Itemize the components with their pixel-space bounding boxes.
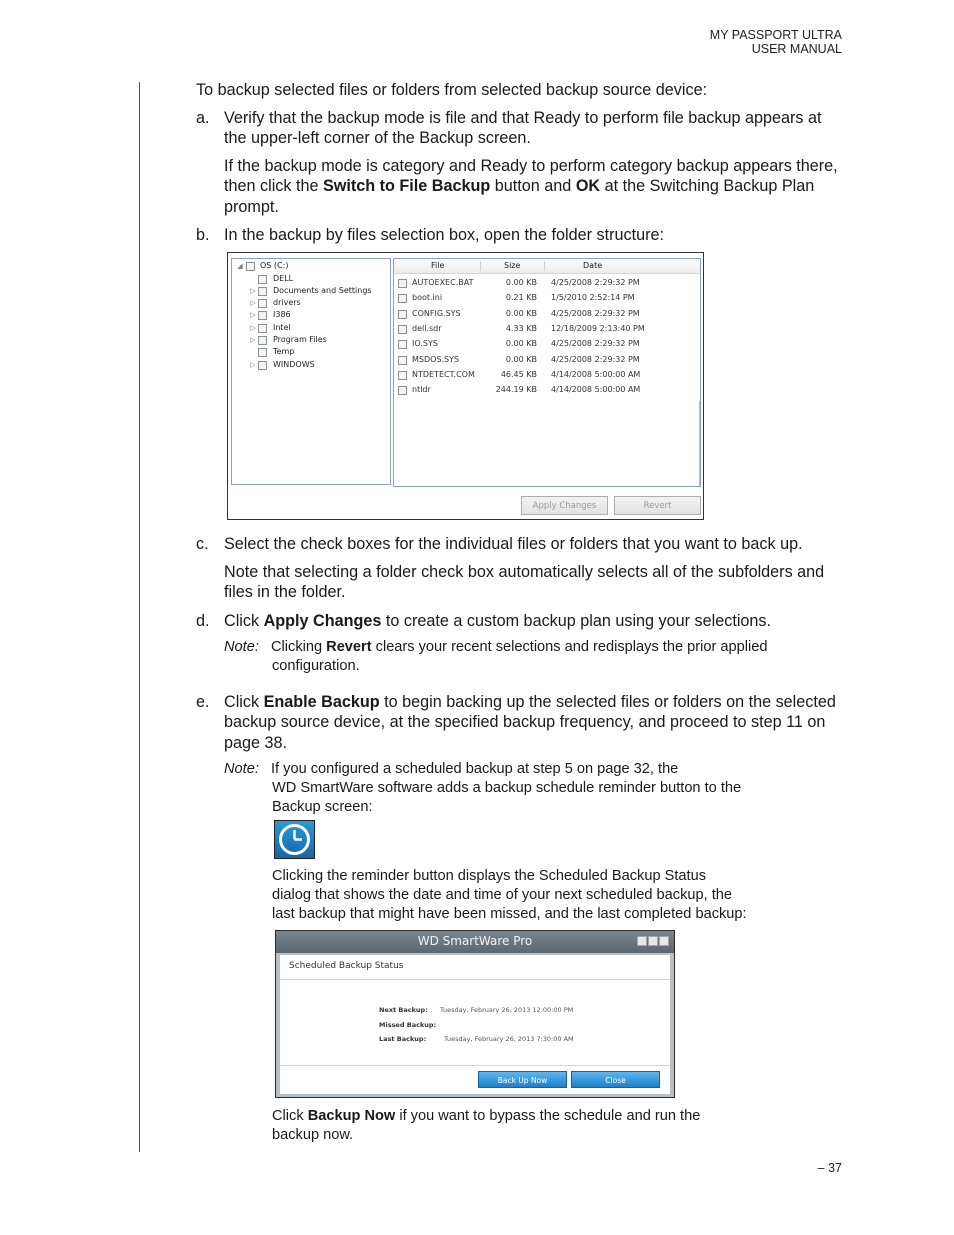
file-size: 0.00 KB: [505, 278, 537, 287]
file-name: dell.sdr: [412, 324, 442, 333]
backup-now-text: Click Backup Now if you want to bypass the schedule and run the: [272, 1108, 701, 1124]
divider: [280, 1065, 670, 1066]
scrollbar-edge[interactable]: [699, 401, 700, 486]
collapsed-arrow-icon[interactable]: ▷: [250, 324, 256, 332]
reminder-text-line3: last backup that might have been missed, and the last completed backup:: [272, 906, 747, 922]
file-row[interactable]: [394, 321, 700, 336]
note-schedule-line1: If you configured a scheduled backup at step 5 on page 32, the: [271, 761, 679, 777]
tree-label: Intel: [273, 323, 291, 332]
clock-icon: [275, 821, 314, 858]
file-row[interactable]: [394, 367, 700, 382]
tree-label: Temp: [273, 347, 295, 356]
page-number: – 37: [817, 1161, 842, 1175]
step-c-text: Select the check boxes for the individual files or folders that you want to back up.: [224, 535, 803, 553]
file-selection-screenshot: [227, 252, 704, 520]
tree-label: Program Files: [273, 335, 327, 344]
close-button[interactable]: Close: [571, 1071, 660, 1088]
tree-checkbox[interactable]: [258, 348, 267, 357]
file-checkbox[interactable]: [398, 279, 407, 288]
running-header: [710, 28, 842, 56]
file-size: 244.19 KB: [495, 385, 537, 394]
file-size: 46.45 KB: [500, 370, 537, 379]
note-schedule-line2: WD SmartWare software adds a backup schedule reminder button to the: [272, 780, 742, 796]
file-date: 4/25/2008 2:29:32 PM: [551, 278, 640, 287]
column-file[interactable]: File: [431, 261, 445, 270]
tree-checkbox[interactable]: [258, 299, 267, 308]
step-a-followup: If the backup mode is category and Ready to perform category backup appears there, then click the Switch to File Backup button and OK at the Switching Backup Plan prompt.: [224, 157, 838, 216]
back-up-now-button[interactable]: Back Up Now: [478, 1071, 567, 1088]
tree-label: WINDOWS: [273, 360, 315, 369]
file-size: 4.33 KB: [505, 324, 537, 333]
tree-label: I386: [273, 310, 291, 319]
step-e-text: Click Enable Backup to begin backing up the selected files or folders on the selected backup source device, at the specified backup frequency, and proceed to step 11 on page 38.: [224, 693, 836, 752]
file-date: 4/25/2008 2:29:32 PM: [551, 309, 640, 318]
header-doc: USER MANUAL: [751, 42, 842, 56]
folder-tree: [231, 258, 391, 485]
file-name: CONFIG.SYS: [412, 309, 461, 318]
dialog-titlebar: [276, 931, 674, 953]
divider: [280, 979, 670, 980]
file-size: 0.00 KB: [505, 339, 537, 348]
file-size: 0.21 KB: [505, 293, 537, 302]
step-e-label: e.: [196, 693, 210, 711]
file-name: boot.ini: [412, 293, 443, 302]
tree-label: drivers: [273, 298, 301, 307]
file-name: NTDETECT.COM: [412, 370, 475, 379]
backup-now-text-cont: backup now.: [272, 1127, 354, 1143]
tree-checkbox[interactable]: [258, 336, 267, 345]
file-size: 0.00 KB: [505, 355, 537, 364]
file-checkbox[interactable]: [398, 386, 407, 395]
file-size: 0.00 KB: [505, 309, 537, 318]
tree-checkbox[interactable]: [258, 275, 267, 284]
file-row[interactable]: [394, 275, 700, 290]
file-checkbox[interactable]: [398, 294, 407, 303]
tree-label: Documents and Settings: [273, 286, 372, 295]
file-row[interactable]: [394, 382, 700, 397]
file-row[interactable]: [394, 352, 700, 367]
file-checkbox[interactable]: [398, 340, 407, 349]
file-row[interactable]: [394, 336, 700, 351]
note-revert-cont: configuration.: [272, 658, 360, 674]
tree-checkbox[interactable]: [258, 324, 267, 333]
maximize-icon[interactable]: [648, 936, 658, 946]
apply-changes-button[interactable]: Apply Changes: [521, 496, 608, 515]
file-name: IO.SYS: [412, 339, 438, 348]
file-list-header: [394, 259, 700, 274]
tree-checkbox[interactable]: [258, 361, 267, 370]
file-date: 1/5/2010 2:52:14 PM: [551, 293, 635, 302]
file-name: ntldr: [412, 385, 431, 394]
next-backup-label: Next Backup:: [379, 1006, 428, 1014]
column-divider: [544, 261, 545, 271]
file-checkbox[interactable]: [398, 325, 407, 334]
note-revert: Clicking Revert clears your recent selections and redisplays the prior applied: [271, 639, 768, 655]
last-backup-label: Last Backup:: [379, 1035, 427, 1043]
file-row[interactable]: [394, 290, 700, 305]
intro-text: To backup selected files or folders from selected backup source device:: [196, 81, 708, 99]
column-date[interactable]: Date: [583, 261, 603, 270]
revert-button[interactable]: Revert: [614, 496, 701, 515]
dialog-body: [280, 955, 670, 1094]
collapsed-arrow-icon[interactable]: ▷: [250, 299, 256, 307]
minimize-icon[interactable]: [637, 936, 647, 946]
step-c-label: c.: [196, 535, 209, 553]
tree-checkbox[interactable]: [258, 311, 267, 320]
step-b-label: b.: [196, 226, 210, 244]
step-a-text: Verify that the backup mode is file and that Ready to perform file backup appears at the upper-left corner of the Backup screen.: [224, 109, 822, 148]
column-size[interactable]: Size: [504, 261, 521, 270]
file-list: [393, 258, 701, 487]
collapsed-arrow-icon[interactable]: ▷: [250, 311, 256, 319]
file-date: 4/14/2008 5:00:00 AM: [551, 385, 641, 394]
step-c-followup: Note that selecting a folder check box automatically selects all of the subfolders and files in the folder.: [224, 563, 825, 602]
last-backup-value: Tuesday, February 26, 2013 7:30:00 AM: [444, 1035, 574, 1043]
collapsed-arrow-icon[interactable]: ▷: [250, 361, 256, 369]
file-date: 4/25/2008 2:29:32 PM: [551, 339, 640, 348]
backup-reminder-button[interactable]: [274, 820, 315, 859]
tree-checkbox[interactable]: [258, 287, 267, 296]
file-checkbox[interactable]: [398, 310, 407, 319]
dialog-subtitle: Scheduled Backup Status: [289, 961, 404, 971]
step-a-label: a.: [196, 109, 210, 127]
file-row[interactable]: [394, 306, 700, 321]
step-d-label: d.: [196, 612, 210, 630]
header-product: MY PASSPORT ULTRA: [709, 28, 842, 42]
dialog-title: WD SmartWare Pro: [417, 934, 533, 948]
note-schedule-line3: Backup screen:: [272, 799, 373, 815]
file-name: AUTOEXEC.BAT: [412, 278, 474, 287]
file-name: MSDOS.SYS: [412, 355, 460, 364]
file-date: 4/14/2008 5:00:00 AM: [551, 370, 641, 379]
missed-backup-label: Missed Backup:: [379, 1021, 437, 1029]
expanded-arrow-icon[interactable]: ◢: [237, 262, 243, 270]
step-d-text: Click Apply Changes to create a custom backup plan using your selections.: [224, 612, 772, 630]
collapsed-arrow-icon[interactable]: ▷: [250, 336, 256, 344]
margin-rule: [139, 82, 140, 1152]
close-icon[interactable]: [659, 936, 669, 946]
step-b-text: In the backup by files selection box, open the folder structure:: [224, 226, 665, 244]
collapsed-arrow-icon[interactable]: ▷: [250, 287, 256, 295]
file-checkbox[interactable]: [398, 356, 407, 365]
file-checkbox[interactable]: [398, 371, 407, 380]
column-divider: [480, 261, 481, 271]
note-label: Note:: [224, 761, 259, 777]
note-label: Note:: [224, 639, 259, 655]
tree-label: OS (C:): [260, 261, 289, 270]
reminder-text-line2: dialog that shows the date and time of your next scheduled backup, the: [272, 887, 733, 903]
file-date: 4/25/2008 2:29:32 PM: [551, 355, 640, 364]
tree-checkbox[interactable]: [246, 262, 255, 271]
reminder-text-line1: Clicking the reminder button displays the Scheduled Backup Status: [272, 868, 707, 884]
file-date: 12/18/2009 2:13:40 PM: [551, 324, 645, 333]
next-backup-value: Tuesday, February 26, 2013 12:00:00 PM: [440, 1006, 574, 1014]
scheduled-backup-status-dialog: [275, 930, 675, 1098]
tree-label: DELL: [273, 274, 294, 283]
